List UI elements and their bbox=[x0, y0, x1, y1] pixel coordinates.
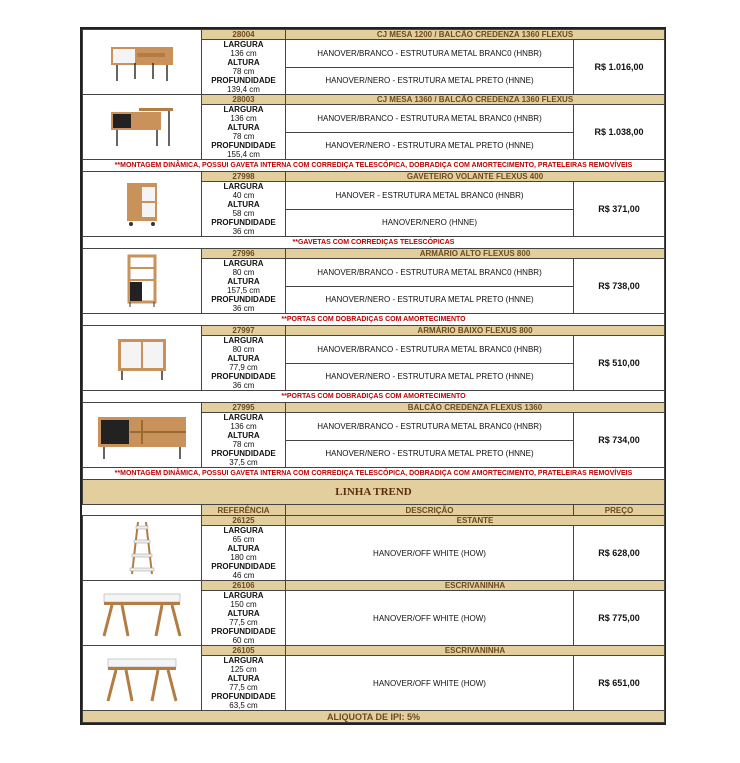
name-27997: ARMÁRIO BAIXO FLEXUS 800 bbox=[286, 326, 665, 336]
label-largura: LARGURA bbox=[223, 413, 264, 422]
label-largura: LARGURA bbox=[223, 591, 264, 600]
price-28004: R$ 1.016,00 bbox=[574, 40, 665, 95]
option2-27997: HANOVER/NERO - ESTRUTURA METAL PRETO (HNNE) bbox=[286, 363, 574, 391]
rolling-drawer-icon bbox=[83, 172, 202, 237]
label-largura: LARGURA bbox=[223, 40, 264, 49]
profundidade-27997: 36 cm bbox=[232, 381, 255, 390]
profundidade-27996: 36 cm bbox=[232, 304, 255, 313]
ref-27997: 27997 bbox=[202, 326, 286, 336]
largura-27997: 80 cm bbox=[232, 345, 255, 354]
label-largura: LARGURA bbox=[223, 182, 264, 191]
profundidade-28004: 139,4 cm bbox=[227, 85, 260, 94]
largura-28003: 136 cm bbox=[230, 114, 257, 123]
header-price: PREÇO bbox=[574, 505, 665, 516]
price-26125: R$ 628,00 bbox=[574, 526, 665, 581]
note-portas-2: **PORTAS COM DOBRADIÇAS COM AMORTECIMENTO bbox=[83, 391, 665, 403]
ref-26105: 26105 bbox=[202, 646, 286, 656]
ref-26125: 26125 bbox=[202, 516, 286, 526]
product-row-28003 bbox=[83, 95, 665, 105]
largura-27998: 40 cm bbox=[232, 191, 255, 200]
altura-27997: 77,9 cm bbox=[229, 363, 258, 372]
credenza-icon bbox=[83, 403, 202, 468]
name-26105: ESCRIVANINHA bbox=[286, 646, 665, 656]
option2-27996: HANOVER/NERO - ESTRUTURA METAL PRETO (HNNE) bbox=[286, 286, 574, 314]
desk-credenza-black-icon bbox=[83, 95, 202, 160]
altura-26105: 77,5 cm bbox=[229, 683, 258, 692]
writing-desk-icon bbox=[83, 581, 202, 646]
label-altura: ALTURA bbox=[227, 277, 260, 286]
profundidade-26106: 60 cm bbox=[232, 636, 255, 645]
product-row-28004 bbox=[83, 30, 665, 40]
ref-27998: 27998 bbox=[202, 172, 286, 182]
name-28004: CJ MESA 1200 / BALCÃO CREDENZA 1360 FLEXUS bbox=[286, 30, 665, 40]
section-title: LINHA TREND bbox=[83, 480, 665, 505]
name-27996: ARMÁRIO ALTO FLEXUS 800 bbox=[286, 249, 665, 259]
note-montagem-2: **MONTAGEM DINÂMICA, POSSUI GAVETA INTERNA COM CORREDIÇA TELESCÓPICA, DOBRADIÇA COM AMORTECIMENTO, PRATELEIRAS REMOVÍVEIS bbox=[83, 468, 665, 480]
ref-28003: 28003 bbox=[202, 95, 286, 105]
price-27998: R$ 371,00 bbox=[574, 182, 665, 237]
altura-27996: 157,5 cm bbox=[227, 286, 260, 295]
ref-26106: 26106 bbox=[202, 581, 286, 591]
option2-28004: HANOVER/NERO - ESTRUTURA METAL PRETO (HNNE) bbox=[286, 67, 574, 95]
price-list-sheet bbox=[80, 27, 666, 725]
profundidade-28003: 155,4 cm bbox=[227, 150, 260, 159]
option1-27995: HANOVER/BRANCO - ESTRUTURA METAL BRANC0 (HNBR) bbox=[286, 413, 574, 441]
profundidade-27995: 37,5 cm bbox=[229, 458, 258, 467]
profundidade-26105: 63,5 cm bbox=[229, 701, 258, 710]
largura-26105: 125 cm bbox=[230, 665, 257, 674]
largura-28004: 136 cm bbox=[230, 49, 257, 58]
label-largura: LARGURA bbox=[223, 526, 264, 535]
option1-27998: HANOVER - ESTRUTURA METAL BRANC0 (HNBR) bbox=[286, 182, 574, 210]
header-ref: REFERÊNCIA bbox=[202, 505, 286, 516]
largura-26125: 65 cm bbox=[232, 535, 255, 544]
name-26106: ESCRIVANINHA bbox=[286, 581, 665, 591]
ref-27996: 27996 bbox=[202, 249, 286, 259]
low-cabinet-icon bbox=[83, 326, 202, 391]
label-altura: ALTURA bbox=[227, 200, 260, 209]
label-altura: ALTURA bbox=[227, 123, 260, 132]
name-26125: ESTANTE bbox=[286, 516, 665, 526]
specs-26106 bbox=[202, 591, 286, 646]
label-altura: ALTURA bbox=[227, 609, 260, 618]
specs-28003 bbox=[202, 105, 286, 160]
altura-28004: 78 cm bbox=[232, 67, 255, 76]
label-profundidade: PROFUNDIDADE bbox=[211, 141, 276, 150]
specs-26125 bbox=[202, 526, 286, 581]
label-profundidade: PROFUNDIDADE bbox=[211, 627, 276, 636]
specs-28004 bbox=[202, 40, 286, 95]
bookshelf-icon bbox=[83, 516, 202, 581]
option2-27995: HANOVER/NERO - ESTRUTURA METAL PRETO (HNNE) bbox=[286, 440, 574, 468]
note-montagem: **MONTAGEM DINÂMICA, POSSUI GAVETA INTERNA COM CORREDIÇA TELESCÓPICA, DOBRADIÇA COM AMORTECIMENTO, PRATELEIRAS REMOVÍVEIS bbox=[83, 160, 665, 172]
price-28003: R$ 1.038,00 bbox=[574, 105, 665, 160]
price-table bbox=[82, 29, 665, 723]
label-profundidade: PROFUNDIDADE bbox=[211, 218, 276, 227]
price-27995: R$ 734,00 bbox=[574, 413, 665, 468]
option1-27996: HANOVER/BRANCO - ESTRUTURA METAL BRANC0 (HNBR) bbox=[286, 259, 574, 287]
label-largura: LARGURA bbox=[223, 259, 264, 268]
altura-26125: 180 cm bbox=[230, 553, 257, 562]
header-desc: DESCRIÇÃO bbox=[286, 505, 574, 516]
specs-27997 bbox=[202, 336, 286, 391]
header-blank bbox=[83, 505, 202, 516]
altura-27998: 58 cm bbox=[232, 209, 255, 218]
altura-28003: 78 cm bbox=[232, 132, 255, 141]
note-portas-1: **PORTAS COM DOBRADIÇAS COM AMORTECIMENTO bbox=[83, 314, 665, 326]
label-profundidade: PROFUNDIDADE bbox=[211, 562, 276, 571]
desk-credenza-white-icon bbox=[83, 30, 202, 95]
ref-28004: 28004 bbox=[202, 30, 286, 40]
writing-desk-small-icon bbox=[83, 646, 202, 711]
option1-26125: HANOVER/OFF WHITE (HOW) bbox=[286, 526, 574, 581]
price-27996: R$ 738,00 bbox=[574, 259, 665, 314]
name-27998: GAVETEIRO VOLANTE FLEXUS 400 bbox=[286, 172, 665, 182]
option1-27997: HANOVER/BRANCO - ESTRUTURA METAL BRANC0 (HNBR) bbox=[286, 336, 574, 364]
label-largura: LARGURA bbox=[223, 105, 264, 114]
label-altura: ALTURA bbox=[227, 544, 260, 553]
option2-28003: HANOVER/NERO - ESTRUTURA METAL PRETO (HNNE) bbox=[286, 132, 574, 160]
label-profundidade: PROFUNDIDADE bbox=[211, 295, 276, 304]
name-27995: BALCÃO CREDENZA FLEXUS 1360 bbox=[286, 403, 665, 413]
option1-26105: HANOVER/OFF WHITE (HOW) bbox=[286, 656, 574, 711]
label-profundidade: PROFUNDIDADE bbox=[211, 449, 276, 458]
option1-26106: HANOVER/OFF WHITE (HOW) bbox=[286, 591, 574, 646]
price-26105: R$ 651,00 bbox=[574, 656, 665, 711]
note-gavetas: **GAVETAS COM CORREDIÇAS TELESCÓPICAS bbox=[83, 237, 665, 249]
largura-27996: 80 cm bbox=[232, 268, 255, 277]
label-profundidade: PROFUNDIDADE bbox=[211, 372, 276, 381]
profundidade-27998: 36 cm bbox=[232, 227, 255, 236]
largura-27995: 136 cm bbox=[230, 422, 257, 431]
specs-26105 bbox=[202, 656, 286, 711]
label-profundidade: PROFUNDIDADE bbox=[211, 692, 276, 701]
profundidade-26125: 46 cm bbox=[232, 571, 255, 580]
specs-27995 bbox=[202, 413, 286, 468]
price-26106: R$ 775,00 bbox=[574, 591, 665, 646]
option1-28003: HANOVER/BRANCO - ESTRUTURA METAL BRANC0 (HNBR) bbox=[286, 105, 574, 133]
option1-28004: HANOVER/BRANCO - ESTRUTURA METAL BRANC0 (HNBR) bbox=[286, 40, 574, 68]
label-largura: LARGURA bbox=[223, 656, 264, 665]
ipi-footer: ALIQUOTA DE IPI: 5% bbox=[83, 711, 665, 723]
label-altura: ALTURA bbox=[227, 58, 260, 67]
altura-26106: 77,5 cm bbox=[229, 618, 258, 627]
label-altura: ALTURA bbox=[227, 431, 260, 440]
label-altura: ALTURA bbox=[227, 354, 260, 363]
ref-27995: 27995 bbox=[202, 403, 286, 413]
name-28003: CJ MESA 1360 / BALCÃO CREDENZA 1360 FLEXUS bbox=[286, 95, 665, 105]
specs-27998 bbox=[202, 182, 286, 237]
tall-cabinet-icon bbox=[83, 249, 202, 314]
option2-27998: HANOVER/NERO (HNNE) bbox=[286, 209, 574, 237]
label-largura: LARGURA bbox=[223, 336, 264, 345]
label-profundidade: PROFUNDIDADE bbox=[211, 76, 276, 85]
specs-27996 bbox=[202, 259, 286, 314]
label-altura: ALTURA bbox=[227, 674, 260, 683]
largura-26106: 150 cm bbox=[230, 600, 257, 609]
altura-27995: 78 cm bbox=[232, 440, 255, 449]
price-27997: R$ 510,00 bbox=[574, 336, 665, 391]
